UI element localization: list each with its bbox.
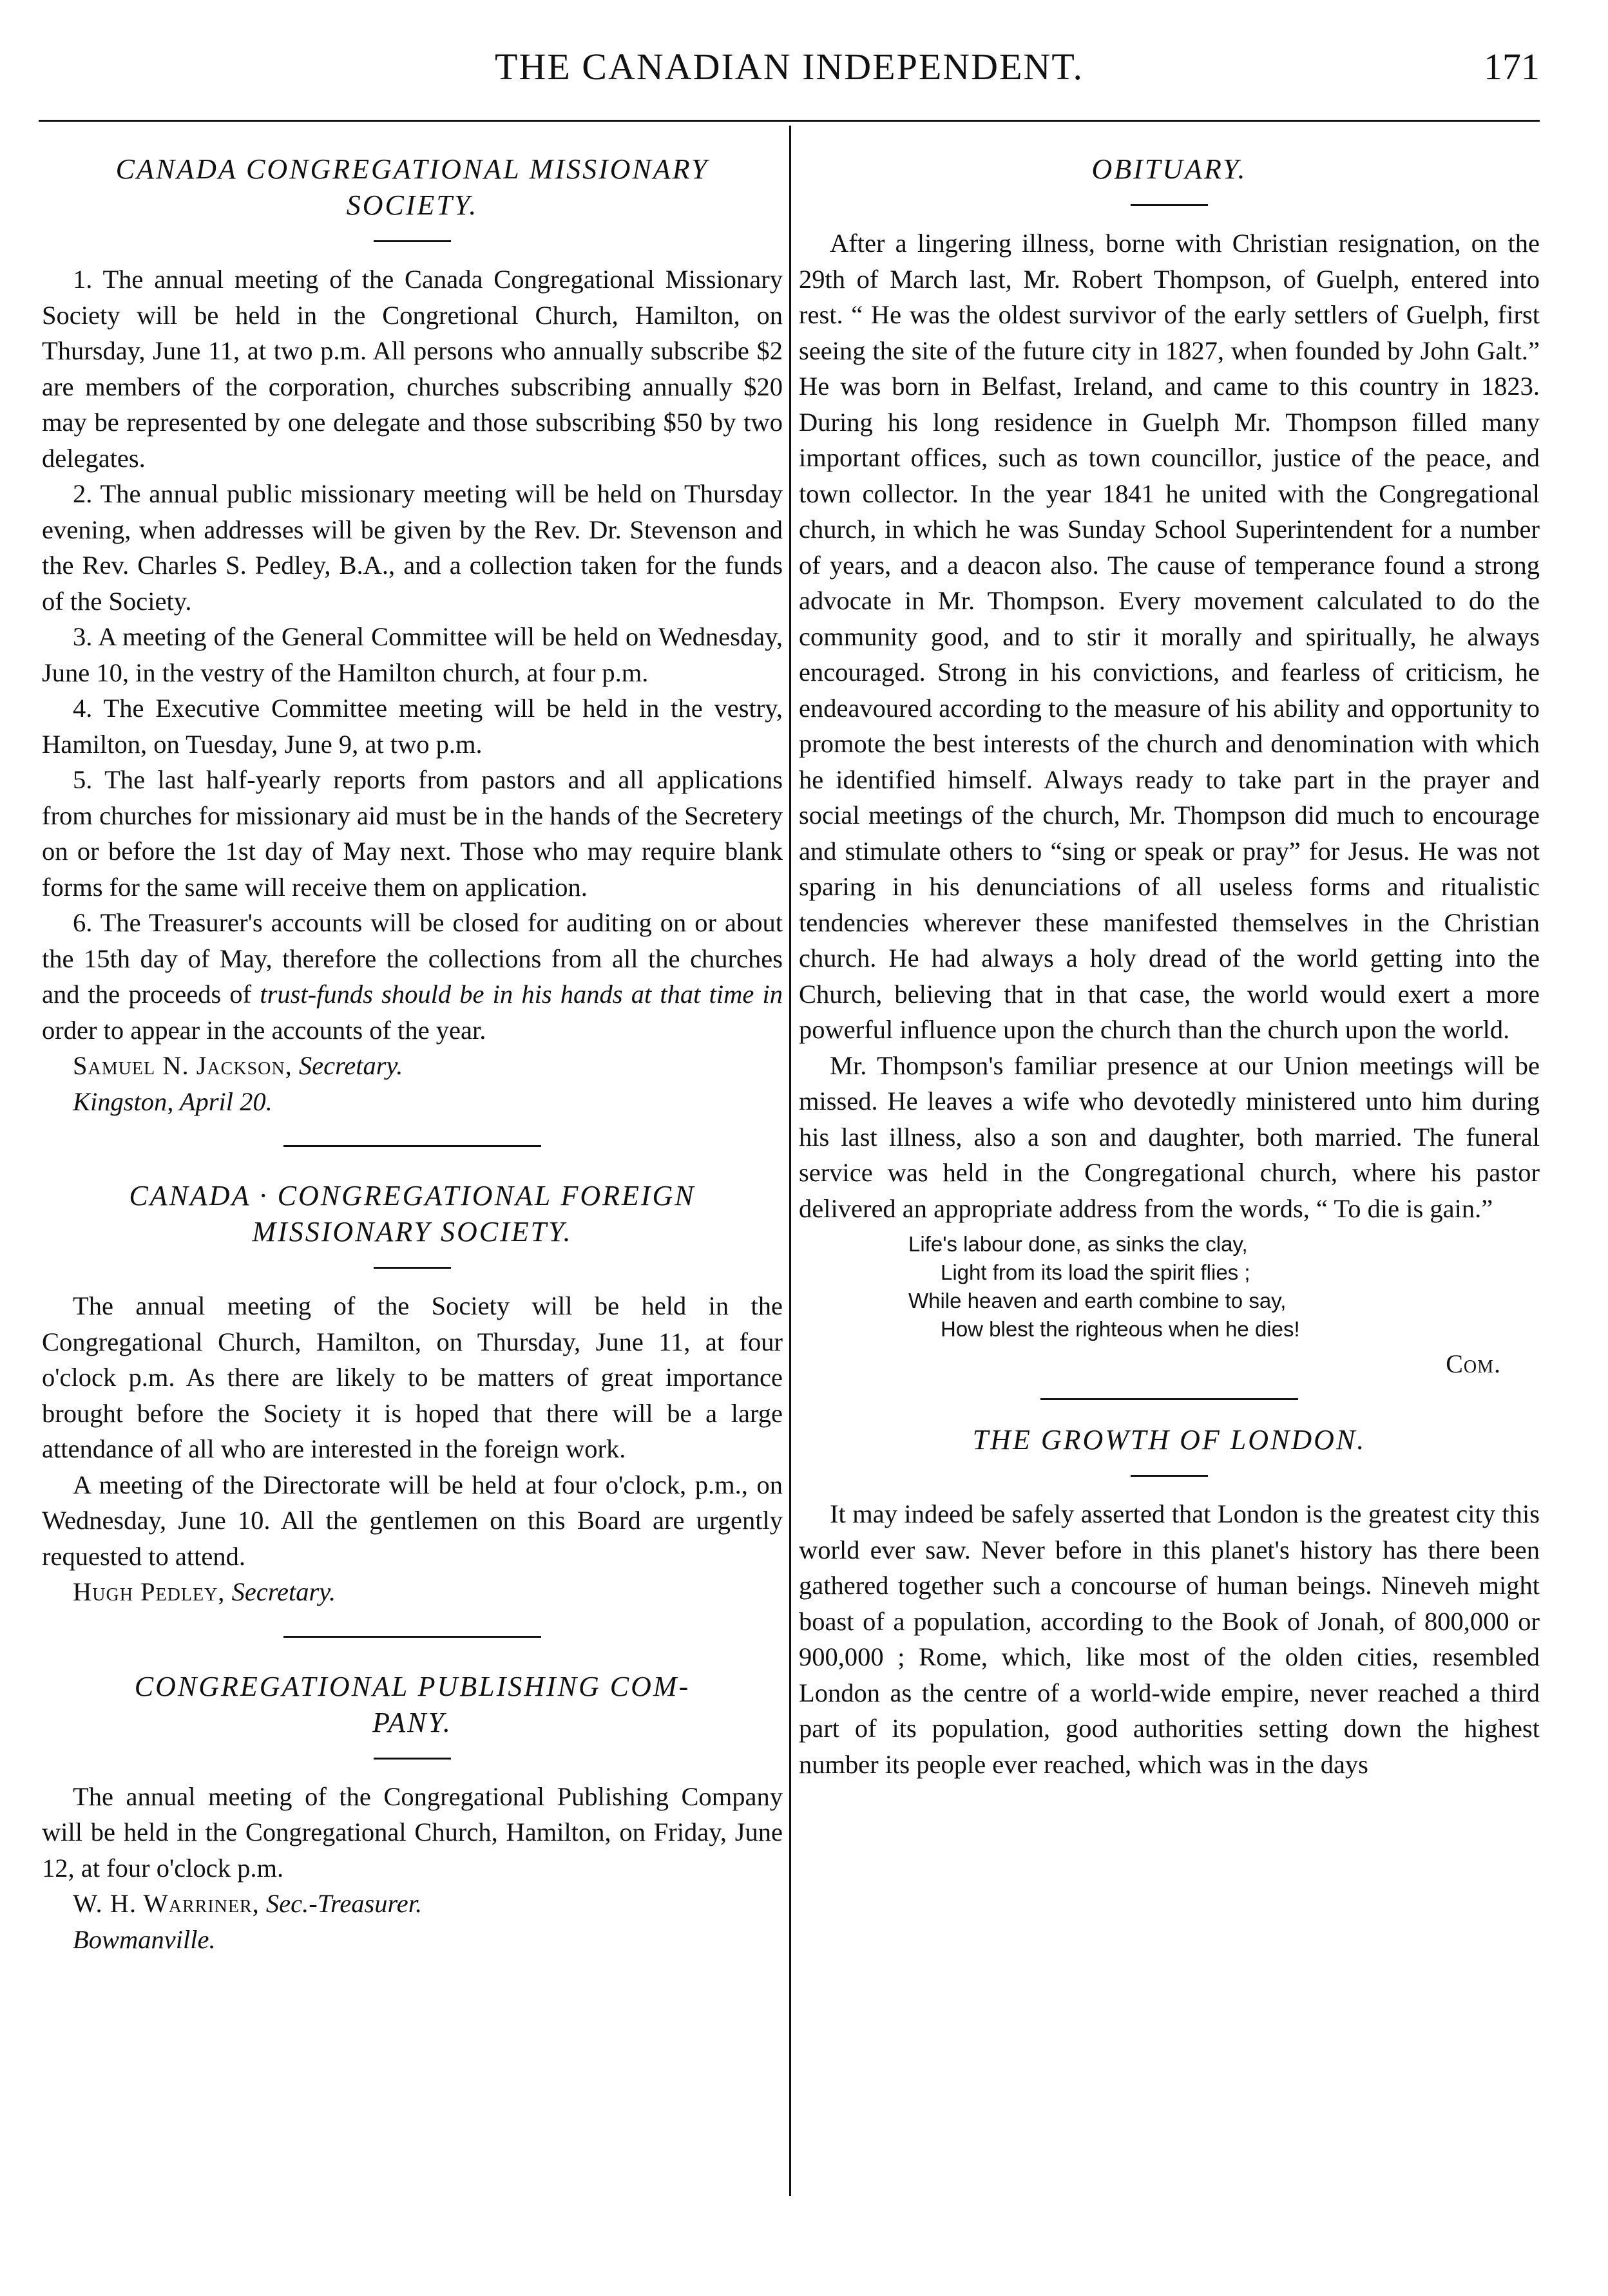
heading-rule xyxy=(374,1267,451,1269)
notice-paragraph: The annual meeting of the Society will be held in the Congregational Church, Hamilton, on Thursday, June 11, at four o'clock p.m. As there are likely to be matters of great importance brought before the Society it is hoped that there will be a large attendance of all who are interested in the foreign work. xyxy=(42,1291,783,1463)
section-divider xyxy=(283,1145,541,1147)
dateline: Kingston, April 20. xyxy=(73,1086,273,1116)
article-paragraph: It may indeed be safely asserted that London is the greatest city this world ever saw. Never before in this planet's history has there been gathered together such a concourse of human beings. Nineveh might boast of a population, according to the Book of Jonah, of 800,000 or 900,000 ; Rome, which, like most of the olden cities, resembled London as the centre of a world-wide empire, never reached a third part of its population, good authorities setting down the highest number its people ever reached, which was in the days xyxy=(799,1499,1540,1779)
heading-rule xyxy=(1131,1475,1208,1477)
poem-line: While heaven and earth combine to say, xyxy=(908,1289,1287,1313)
poem-line: Light from its load the spirit flies ; xyxy=(941,1260,1250,1284)
column-divider xyxy=(789,126,791,2196)
section-heading xyxy=(42,151,783,223)
poem-line: How blest the righteous when he dies! xyxy=(941,1317,1300,1341)
section-heading xyxy=(42,1178,783,1250)
notice-paragraph: 4. The Executive Committee meeting will be held in the vestry, Hamilton, on Tuesday, June 9, at two p.m. xyxy=(42,694,783,759)
header-rule xyxy=(39,120,1540,122)
signature-name: Hugh Pedley, xyxy=(73,1577,225,1606)
signature xyxy=(42,1048,783,1084)
missionary-society-notice xyxy=(42,151,783,1119)
signature-title: Secretary. xyxy=(231,1577,336,1606)
poem xyxy=(908,1230,1540,1343)
signature xyxy=(42,1574,783,1610)
italic-text: trust-funds should be in his hands at that time in xyxy=(260,980,783,1009)
section-heading xyxy=(42,1669,783,1741)
heading-line: MISSIONARY SOCIETY. xyxy=(252,1216,573,1248)
page-number: 171 xyxy=(1484,46,1540,88)
heading-line: SOCIETY. xyxy=(346,189,479,221)
section-divider xyxy=(1040,1398,1298,1400)
heading-rule xyxy=(374,240,451,242)
section-divider xyxy=(283,1636,541,1638)
heading-line: CONGREGATIONAL PUBLISHING COM- xyxy=(134,1670,691,1702)
paragraph-text: order xyxy=(42,1015,97,1045)
paragraph-text: 6. The Treasurer's accounts will be closed for auditing on or about the 15th day of May, therefore the collections from all the churches and the proceeds of xyxy=(42,908,783,1009)
notice-paragraph: 1. The annual meeting of the Canada Congregational Missionary Society will be held in the Congretional Church, Hamilton, on Thursday, June 11, at two p.m. All persons who annually subscribe $2 are members of the corporation, churches subscribing annually $20 may be represented by one delegate and those subscribing $50 by two delegates. xyxy=(42,265,783,473)
section-heading: THE GROWTH OF LONDON. xyxy=(972,1424,1366,1456)
notice-paragraph: 2. The annual public missionary meeting will be held on Thursday evening, when addresses will be given by the Rev. Dr. Stevenson and the Rev. Charles S. Pedley, B.A., and a collection taken for the funds of the Society. xyxy=(42,479,783,616)
left-column xyxy=(42,151,783,1957)
section-heading: OBITUARY. xyxy=(1091,153,1247,185)
foreign-missionary-notice xyxy=(42,1178,783,1610)
heading-line: CANADA · CONGREGATIONAL FOREIGN xyxy=(129,1180,696,1211)
journal-title: THE CANADIAN INDEPENDENT. xyxy=(495,46,1084,88)
heading-rule xyxy=(1131,204,1208,206)
obituary-paragraph: Mr. Thompson's familiar presence at our Union meetings will be missed. He leaves a wife who devotedly ministered unto him during his last illness, also a son and daughter, both married. The funeral service was held in the Congregational church, where his pastor delivered an appropriate address from the words, “ To die is gain.” xyxy=(799,1050,1540,1223)
obituary xyxy=(799,151,1540,1381)
obituary-signoff: Com. xyxy=(1446,1349,1501,1378)
paragraph-text: to appear in the accounts of the year. xyxy=(103,1015,486,1045)
dateline: Bowmanville. xyxy=(73,1924,216,1954)
notice-paragraph: 5. The last half-yearly reports from pastors and all applications from churches for missionary aid must be in the hands of the Secretery on or before the 1st day of May next. Those who may require blank forms for the same will receive them on application. xyxy=(42,765,783,902)
signature-title: Sec.-Treasurer. xyxy=(265,1889,423,1918)
signature-name: W. H. Warriner, xyxy=(73,1889,260,1918)
obituary-paragraph: After a lingering illness, borne with Christian resignation, on the 29th of March last, Mr. Robert Thompson, of Guelph, entered into rest. “ He was the oldest survivor of the early settlers of Guelph, first seeing the site of the future city in 1827, when founded by John Galt.” He was born in Belfast, Ireland, and came to this country in 1823. During his long residence in Guelph Mr. Thompson filled many important offices, such as town councillor, justice of the peace, and town collector. In the year 1841 he united with the Congregational church, in which he was Sunday School Superintendent for a number of years, and a deacon also. The cause of temperance found a strong advocate in Mr. Thompson. Every movement calculated to do the community good, and to stir it morally and spiritually, he always encouraged. Strong in his convictions, and fearless of criticism, he endeavoured according to the measure of his ability and opportunity to promote the best interests of the church and denomination with which he identified himself. Always ready to take part in the prayer and social meetings of the church, Mr. Thompson did much to encourage and stimulate others to “sing or speak or pray” for Jesus. He was not sparing in his denunciations of all useless forms and ritualistic tendencies wherever these manifested themselves in the Christian church. He had always a holy dread of the world getting into the Church, believing that in that case, the world would exert a more powerful influence upon the church than the church upon the world. xyxy=(799,229,1540,1044)
signature-name: Samuel N. Jackson, xyxy=(73,1051,292,1080)
notice-paragraph xyxy=(42,905,783,1048)
notice-paragraph: 3. A meeting of the General Committee will be held on Wednesday, June 10, in the vestry of the Hamilton church, at four p.m. xyxy=(42,622,783,687)
poem-line: Life's labour done, as sinks the clay, xyxy=(908,1232,1248,1256)
heading-rule xyxy=(374,1758,451,1760)
page-header xyxy=(39,45,1540,97)
notice-paragraph: The annual meeting of the Congregational Publishing Company will be held in the Congregational Church, Hamilton, on Friday, June 12, at four o'clock p.m. xyxy=(42,1781,783,1883)
heading-line: CANADA CONGREGATIONAL MISSIONARY xyxy=(115,153,709,185)
notice-paragraph: A meeting of the Directorate will be held at four o'clock, p.m., on Wednesday, June 10. All the gentlemen on this Board are urgently requested to attend. xyxy=(42,1470,783,1571)
publishing-company-notice xyxy=(42,1669,783,1958)
right-column xyxy=(799,151,1540,1782)
growth-of-london-article xyxy=(799,1422,1540,1782)
signature-title: Secretary. xyxy=(298,1051,403,1080)
signature xyxy=(42,1886,783,1922)
heading-line: PANY. xyxy=(372,1706,452,1738)
